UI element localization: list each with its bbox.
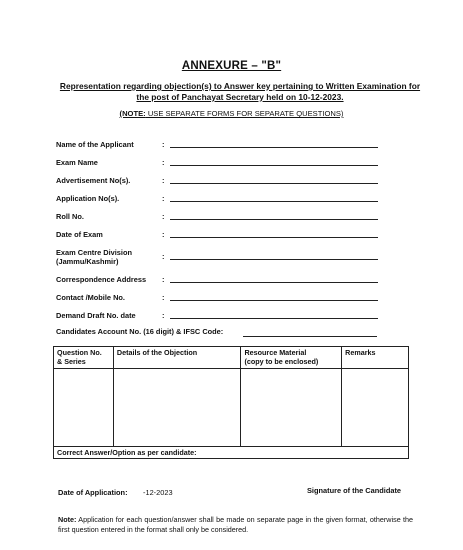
exam-centre-division-line[interactable] [170,259,378,260]
account-ifsc-label: Candidates Account No. (16 digit) & IFSC Code: [56,327,224,336]
correct-answer-label[interactable]: Correct Answer/Option as per candidate: [54,447,409,459]
application-no-line[interactable] [170,201,378,202]
bottom-note-label: Note: [58,515,77,524]
header-question-no-series [54,347,114,369]
field-label-application-no: Application No(s). [56,194,120,203]
field-colon: : [162,311,165,320]
header-resource-line-1: Resource Material [244,348,307,357]
field-label-correspondence-address: Correspondence Address [56,275,147,284]
field-label-demand-draft: Demand Draft No. date [56,311,136,320]
correspondence-address-line[interactable] [170,282,378,283]
field-label-exam-name: Exam Name [56,158,98,167]
field-colon: : [162,158,165,167]
note-text: USE SEPARATE FORMS FOR SEPARATE QUESTIONS) [145,109,344,118]
demand-draft-line[interactable] [170,318,378,319]
contact-mobile-line[interactable] [170,300,378,301]
field-colon: : [162,275,165,284]
exam-centre-label-line-2: (Jammu/Kashmir) [56,257,119,266]
field-colon: : [162,194,165,203]
objection-table-body-row [54,369,409,447]
note-prefix: (NOTE: [119,109,146,118]
field-label-date-of-exam: Date of Exam [56,230,103,239]
date-of-application-label: Date of Application: [58,488,128,497]
date-of-application-value[interactable]: -12-2023 [143,488,173,497]
subtitle-line-1: Representation regarding objection(s) to Answer key pertaining to Written Examination for [59,81,421,91]
field-colon: : [162,212,165,221]
field-colon: : [162,252,165,261]
field-colon: : [162,293,165,302]
objection-table-header-row [54,347,409,369]
objection-table [53,346,409,459]
field-colon: : [162,230,165,239]
field-label-advertisement-no: Advertisement No(s). [56,176,131,185]
header-remarks: Remarks [342,347,409,369]
bottom-note [58,515,413,535]
signature-of-candidate: Signature of the Candidate [307,486,402,495]
exam-name-line[interactable] [170,165,378,166]
field-colon: : [162,176,165,185]
advertisement-no-line[interactable] [170,183,378,184]
separate-forms-note [0,109,463,118]
page-title: ANNEXURE – "B" [181,60,282,72]
header-question-line-2: & Series [57,356,86,366]
header-details-of-objection: Details of the Objection [113,347,241,369]
exam-centre-label-line-1: Exam Centre Division [56,248,132,257]
header-question-line-1: Question No. [57,348,102,357]
field-label-roll-no: Roll No. [56,212,84,221]
header-resource-line-2: (copy to be enclosed) [244,356,319,366]
applicant-name-line[interactable] [170,147,378,148]
question-no-cell[interactable] [54,369,114,447]
remarks-cell[interactable] [342,369,409,447]
field-colon: : [162,140,165,149]
header-resource-material [241,347,342,369]
account-ifsc-line[interactable] [243,336,377,337]
form-subtitle [40,81,440,103]
date-of-exam-line[interactable] [170,237,378,238]
field-label-exam-centre-division [56,248,132,266]
bottom-note-text: Application for each question/answer shall be made on separate page in the given format, otherwise the first question entered in the format shall only be considered. [58,515,413,534]
subtitle-line-2: the post of Panchayat Secretary held on 10-12-2023. [136,92,344,102]
roll-no-line[interactable] [170,219,378,220]
resource-material-cell[interactable] [241,369,342,447]
details-cell[interactable] [113,369,241,447]
field-label-applicant-name: Name of the Applicant [56,140,134,149]
correct-answer-row [54,447,409,459]
field-label-contact-mobile: Contact /Mobile No. [56,293,125,302]
